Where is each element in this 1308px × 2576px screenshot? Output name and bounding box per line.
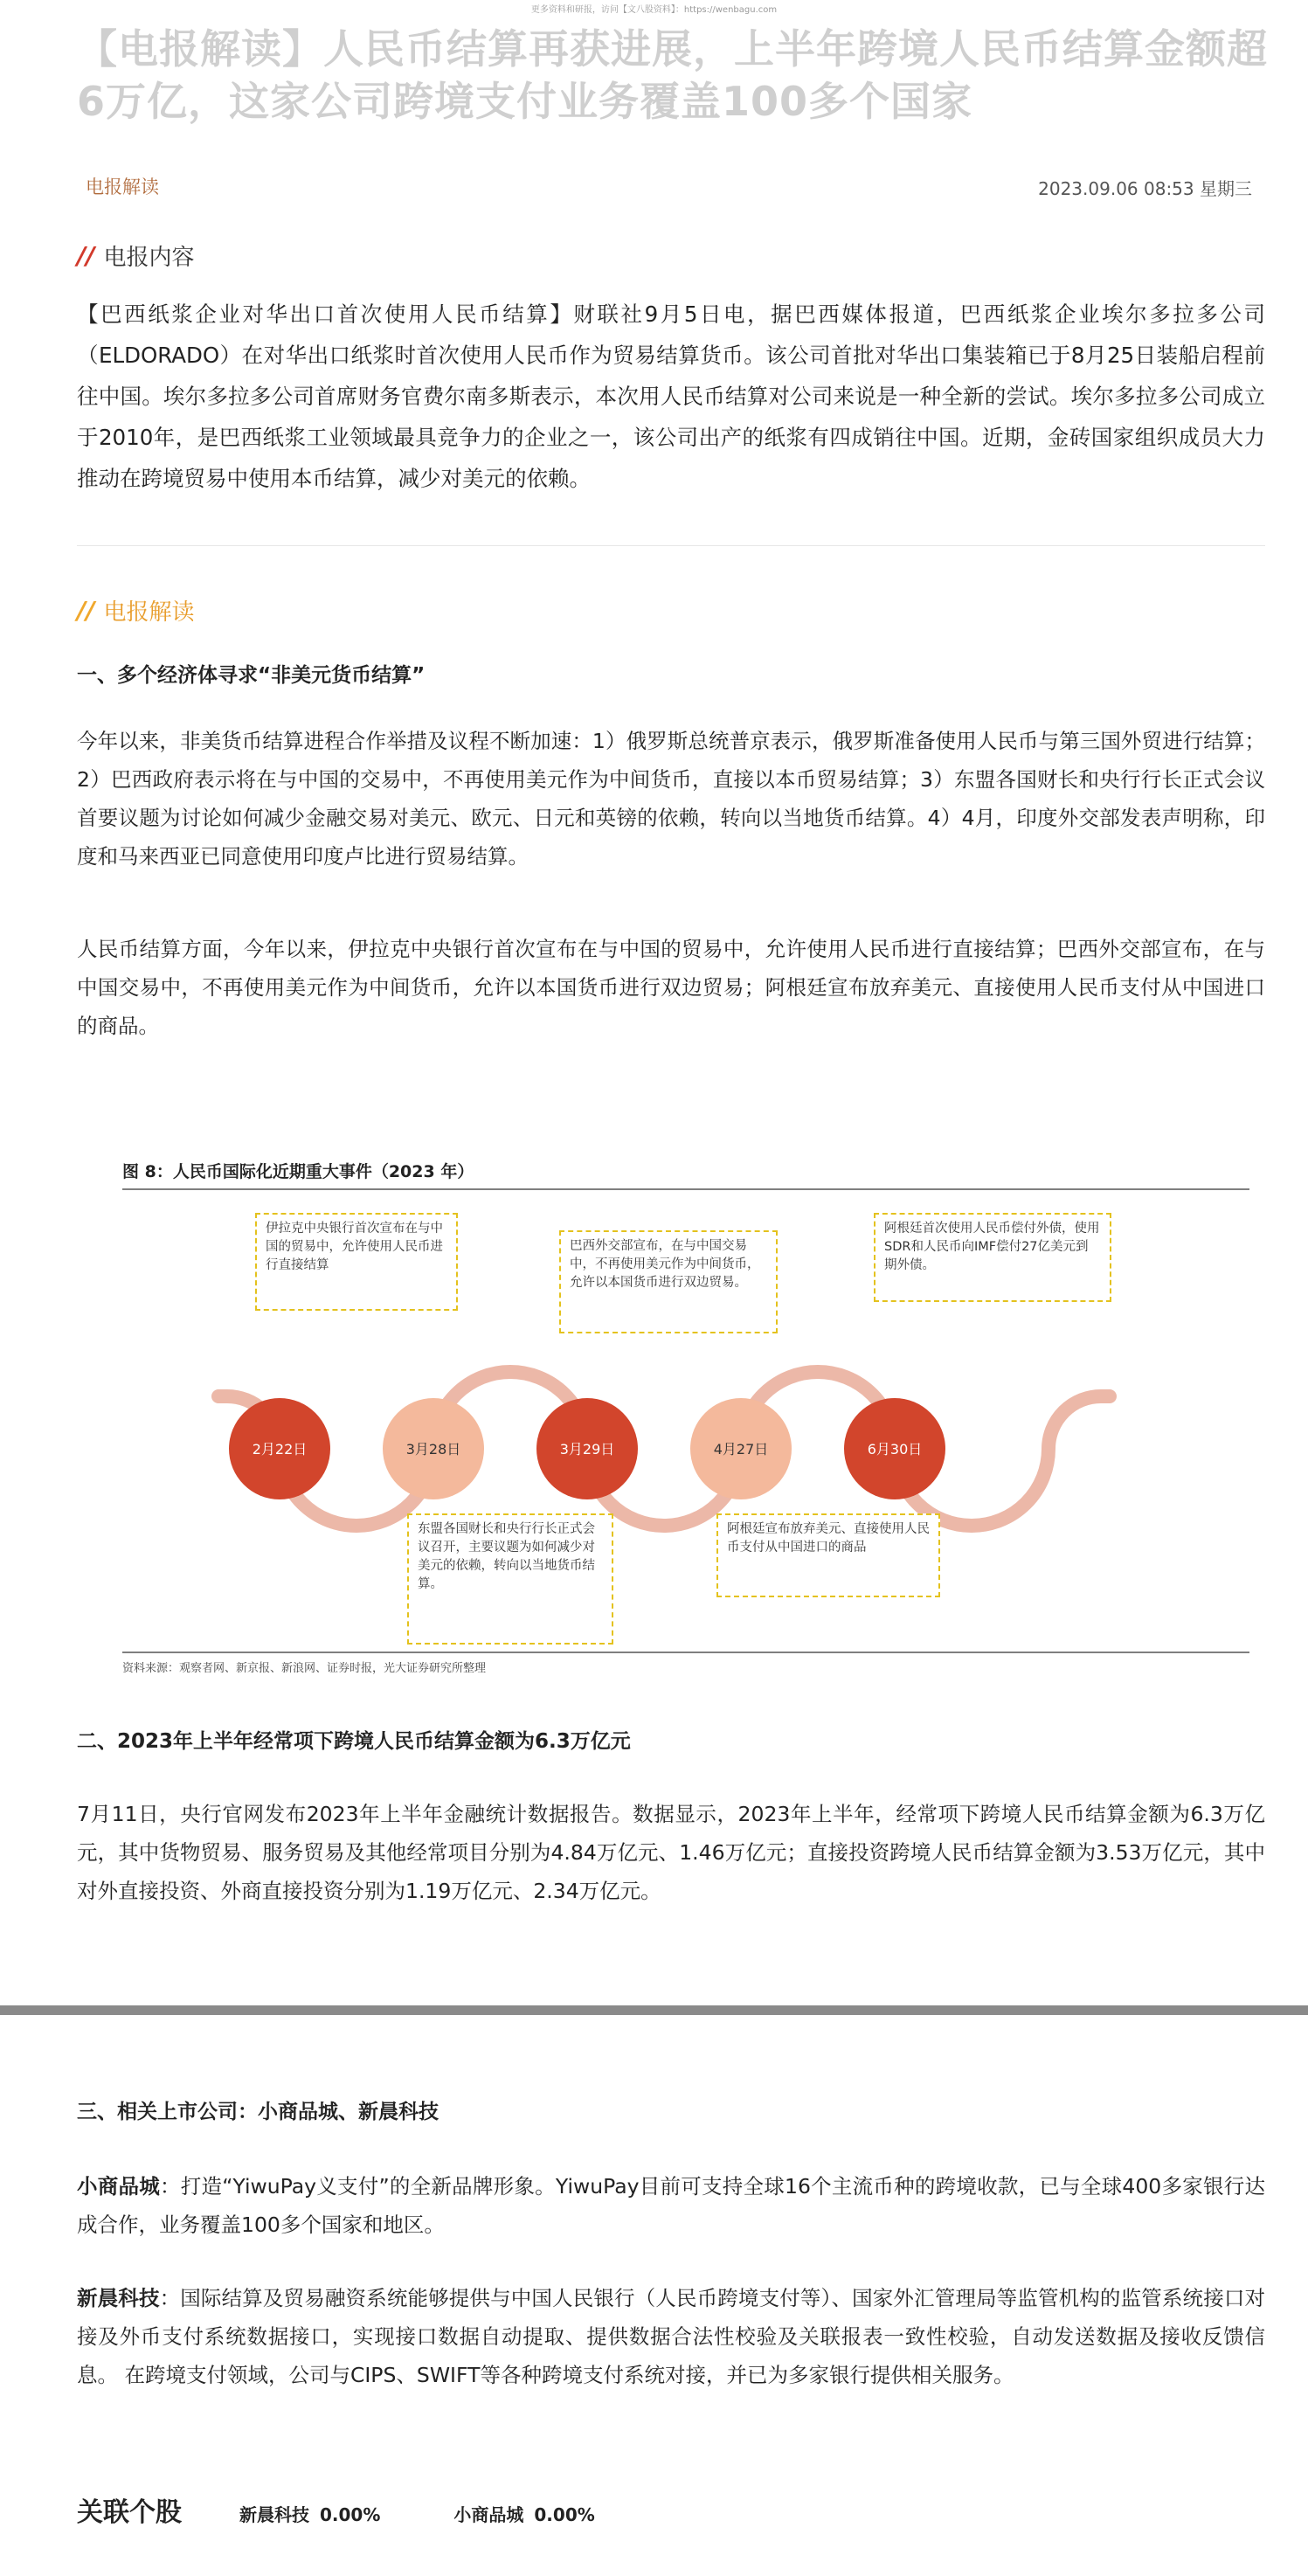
section-divider — [77, 545, 1265, 546]
event-date-label: 3月28日 — [405, 1441, 461, 1458]
related-stocks — [77, 2490, 668, 2529]
timeline-figure — [122, 1153, 1249, 1678]
paragraph-2: 人民币结算方面，今年以来，伊拉克中央银行首次宣布在与中国的贸易中，允许使用人民币进行直接结算；巴西外交部宣布，在与中国交易中，不再使用美元作为中间货币，允许以本国货币进行双边贸易；阿根廷宣布放弃美元、直接使用人民币支付从中国进口的商品。 — [77, 937, 1265, 1038]
event-date-label: 2月22日 — [252, 1441, 308, 1458]
stock-item[interactable] — [453, 2501, 594, 2526]
section-separator-bar — [0, 2005, 1308, 2015]
subheading-3: 三、相关上市公司：小商品城、新晨科技 — [77, 2101, 439, 2123]
company-desc: ：打造“YiwuPay义支付”的全新品牌形象。YiwuPay目前可支持全球16个主流币种的跨境收款，已与全球400多家银行达成合作，业务覆盖100多个国家和地区。 — [77, 2174, 1265, 2237]
related-stocks-label: 关联个股 — [77, 2497, 182, 2528]
article-title: 【电报解读】人民币结算再获进展，上半年跨境人民币结算金额超6万亿，这家公司跨境支付业务覆盖100多个国家 — [77, 25, 1268, 125]
timeline-wave — [218, 1372, 1110, 1526]
slash-marker-icon: // — [77, 596, 95, 625]
top-note: 更多资料和研报，访问【文八股资料】：https://wenbagu.com — [530, 5, 778, 15]
event-date-label: 4月27日 — [713, 1441, 769, 1458]
stock-name: 小商品城 — [453, 2504, 524, 2525]
event-date-label: 3月29日 — [559, 1441, 615, 1458]
figure-bottom-rule — [122, 1652, 1249, 1653]
stock-name: 新晨科技 — [239, 2504, 309, 2525]
paragraph-1: 今年以来，非美货币结算进程合作举措及议程不断加速：1）俄罗斯总统普京表示，俄罗斯准备使用人民币与第三国外贸进行结算；2）巴西政府表示将在与中国的交易中，不再使用美元作为中间货币，直接以本币贸易结算；3）东盟各国财长和央行行长正式会议首要议题为讨论如何减少金融交易对美元、欧元、日元和英镑的依赖，转向以当地货币结算。4）4月，印度外交部发表声明称，印度和马来西亚已同意使用印度卢比进行贸易结算。 — [77, 729, 1265, 869]
stock-item[interactable] — [239, 2501, 380, 2526]
subheading-2: 二、2023年上半年经常项下跨境人民币结算金额为6.3万亿元 — [77, 1730, 631, 1753]
company-paragraph-2 — [77, 2279, 1265, 2394]
subheading-1: 一、多个经济体寻求“非美元货币结算” — [77, 664, 426, 687]
stock-change: 0.00% — [320, 2504, 381, 2525]
figure-source: 资料来源：观察者网、新京报、新浪网、证券时报，光大证券研究所整理 — [122, 1662, 487, 1675]
company-name: 小商品城 — [77, 2174, 160, 2199]
section-heading-label: 电报解读 — [103, 599, 195, 626]
publish-datetime: 2023.09.06 08:53 星期三 — [1038, 178, 1252, 199]
event-callout: 伊拉克中央银行首次宣布在与中国的贸易中，允许使用人民币进行直接结算 — [255, 1213, 458, 1311]
event-date-label: 6月30日 — [867, 1441, 923, 1458]
event-callout: 东盟各国财长和央行行长正式会议召开，主要议题为如何减少对美元的依赖，转向以当地货币结算。 — [407, 1513, 613, 1645]
slash-marker-icon: // — [77, 241, 95, 270]
figure-title: 图 8：人民币国际化近期重大事件（2023 年） — [122, 1162, 474, 1181]
telegram-content: 【巴西纸浆企业对华出口首次使用人民币结算】财联社9月5日电，据巴西媒体报道，巴西纸浆企业埃尔多拉多公司（ELDORADO）在对华出口纸浆时首次使用人民币作为贸易结算货币。该公司首批对华出口集装箱已于8月25日装船启程前往中国。埃尔多拉多公司首席财务官费尔南多斯表示，本次用人民币结算对公司来说是一种全新的尝试。埃尔多拉多公司成立于2010年，是巴西纸浆工业领域最具竞争力的企业之一，该公司出产的纸浆有四成销往中国。近期，金砖国家组织成员大力推动在跨境贸易中使用本币结算，减少对美元的依赖。 — [77, 301, 1265, 491]
company-paragraph-1 — [77, 2167, 1265, 2244]
section-heading-label: 电报内容 — [103, 245, 195, 271]
event-callout: 阿根廷首次使用人民币偿付外债，使用SDR和人民币向IMF偿付27亿美元到期外债。 — [874, 1213, 1111, 1302]
event-callout: 阿根廷宣布放弃美元、直接使用人民币支付从中国进口的商品 — [716, 1513, 940, 1597]
stock-change: 0.00% — [534, 2504, 595, 2525]
section-heading-content — [77, 239, 194, 272]
event-callout: 巴西外交部宣布，在与中国交易中，不再使用美元作为中间货币，允许以本国货币进行双边贸易。 — [559, 1230, 778, 1333]
paragraph-3: 7月11日，央行官网发布2023年上半年金融统计数据报告。数据显示，2023年上半年，经常项下跨境人民币结算金额为6.3万亿元，其中货物贸易、服务贸易及其他经常项目分别为4.84万亿元、1.46万亿元；直接投资跨境人民币结算金额为3.53万亿元，其中对外直接投资、外商直接投资分别为1.19万亿元、2.34万亿元。 — [77, 1802, 1265, 1903]
section-heading-analysis — [77, 594, 194, 627]
company-name: 新晨科技 — [77, 2286, 160, 2310]
category-tag[interactable]: 电报解读 — [86, 177, 159, 197]
company-desc: ：国际结算及贸易融资系统能够提供与中国人民银行（人民币跨境支付等）、国家外汇管理局等监管机构的监管系统接口对接及外币支付系统数据接口，实现接口数据自动提取、提供数据合法性校验及关联报表一致性校验，自动发送数据及接收反馈信息。 在跨境支付领域，公司与CIPS、SWIFT等各种跨境支付系统对接，并已为多家银行提供相关服务。 — [77, 2286, 1266, 2387]
